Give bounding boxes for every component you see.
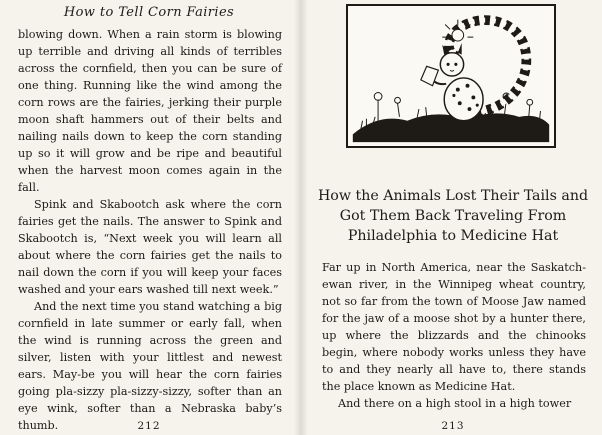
- paragraph: And the next time you stand watching a big cornfield in late summer or early fall, when the wind is running across the green and silver, listen with your littlest and newest ears. May-be you will hear the corn fairies going pla-sizzy pla-sizzy-sizzy, softer than an eye wink, softer than a Nebraska baby’s thumb.: [18, 300, 282, 432]
- page-number-right: 213: [441, 420, 465, 432]
- illustration-svg: [348, 6, 554, 146]
- right-page-body: [322, 259, 586, 412]
- chapter-title: How the Animals Lost Their Tails and Got Them Back Traveling From Philadelphia to Medicine Hat: [317, 188, 589, 244]
- ground: [353, 113, 549, 142]
- left-page-body: [18, 26, 282, 434]
- paragraph: And there on a high stool in a high tower: [338, 397, 572, 410]
- page-number-left: 212: [137, 420, 161, 432]
- right-page: [304, 0, 602, 435]
- running-head: How to Tell Corn Fairies: [63, 5, 235, 20]
- paragraph: blowing down. When a rain storm is blowing up terrible and driving all kinds of terribles across the cornfield, then you can be sure of one thing. Running like the wind among the corn rows are the fairies, jerking their purple moon shaft hammers out of their belts and nailing nails down to keep the corn standing up so it will grow and be ripe and beautiful when the harvest moon comes again in the fall.: [18, 28, 282, 194]
- paragraph: Spink and Skabootch ask where the corn fairies get the nails. The answer to Spink and Skabootch is, “Next week you will learn all about where the corn fairies get the nails to nail down the corn if you will keep your faces washed and your ears washed till next week.”: [18, 198, 282, 296]
- paragraph: Far up in North America, near the Saskatch-ewan river, in the Winnipeg wheat country, not so far from the town of Moose Jaw named for the jaw of a moose shot by a hunter there, up where the blizzards and the chinooks begin, where nobody works unless they have to and they nearly all have to, there stands the place known as Medicine Hat.: [322, 261, 586, 393]
- left-page: [0, 0, 298, 435]
- chapter-illustration: [346, 4, 556, 148]
